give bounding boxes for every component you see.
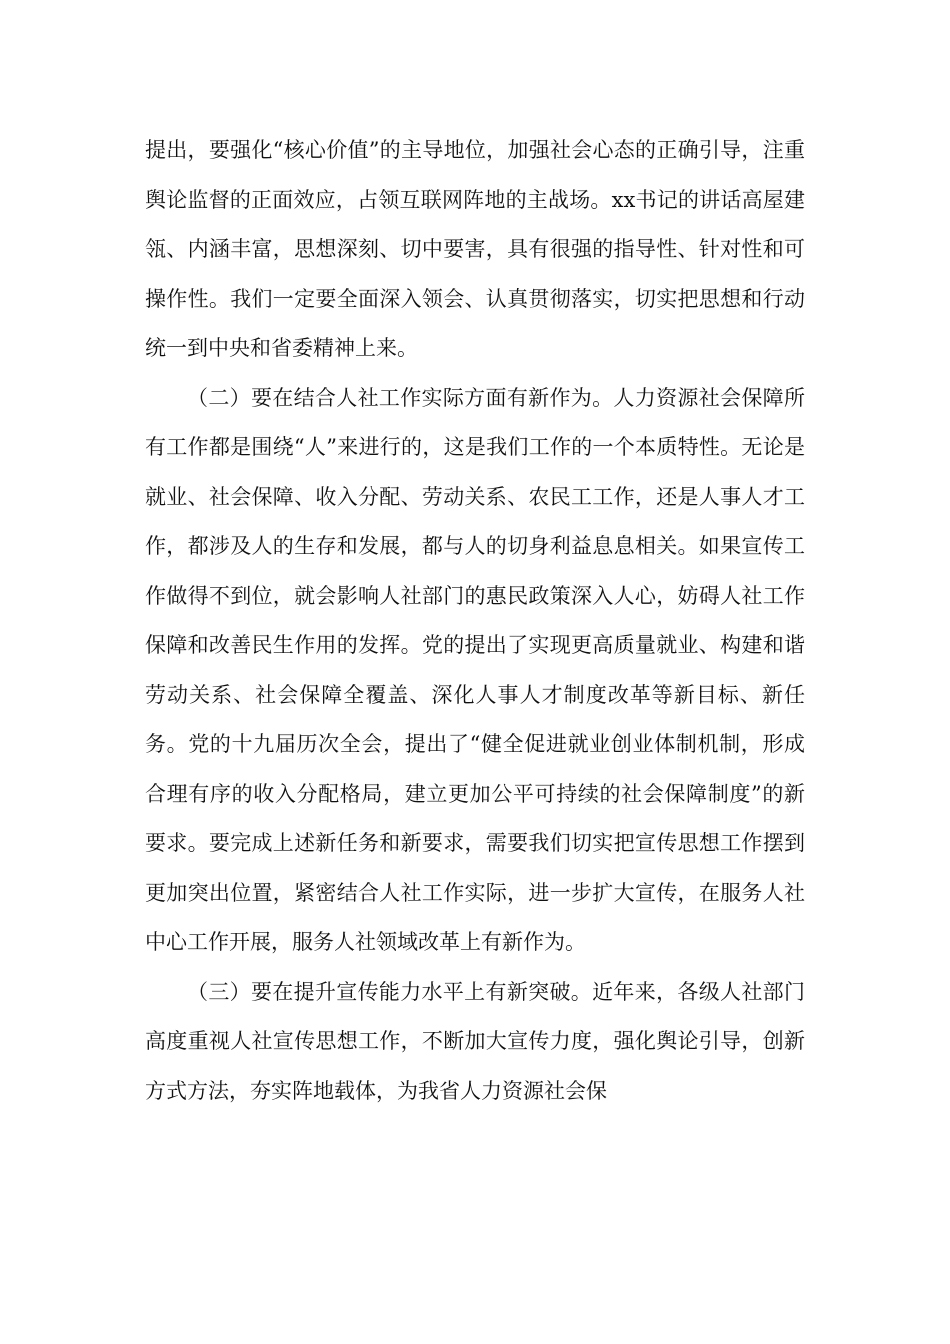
- paragraph-2: （二）要在结合人社工作实际方面有新作为。人力资源社会保障所有工作都是围绕“人”来进行的，这是我们工作的一个本质特性。无论是就业、社会保障、收入分配、劳动关系、农民工工作，还是人事人才工作，都涉及人的生存和发展，都与人的切身利益息息相关。如果宣传工作做得不到位，就会影响人社部门的惠民政策深入人心，妨碍人社工作保障和改善民生作用的发挥。党的提出了实现更高质量就业、构建和谐劳动关系、社会保障全覆盖、深化人事人才制度改革等新目标、新任务。党的十九届历次全会，提出了“健全促进就业创业体制机制，形成合理有序的收入分配格局，建立更加公平可持续的社会保障制度”的新要求。要完成上述新任务和新要求，需要我们切实把宣传思想工作摆到更加突出位置，紧密结合人社工作实际，进一步扩大宣传，在服务人社中心工作开展，服务人社领域改革上有新作为。: [145, 385, 805, 954]
- paragraph-3: （三）要在提升宣传能力水平上有新突破。近年来，各级人社部门高度重视人社宣传思想工作，不断加大宣传力度，强化舆论引导，创新方式方法，夯实阵地载体，为我省人力资源社会保: [145, 979, 805, 1103]
- paragraph-1: 提出，要强化“核心价值”的主导地位，加强社会心态的正确引导，注重舆论监督的正面效应，占领互联网阵地的主战场。xx书记的讲话高屋建瓴、内涵丰富，思想深刻、切中要害，具有很强的指导性、针对性和可操作性。我们一定要全面深入领会、认真贯彻落实，切实把思想和行动统一到中央和省委精神上来。: [145, 138, 805, 360]
- document-body: [145, 126, 805, 1116]
